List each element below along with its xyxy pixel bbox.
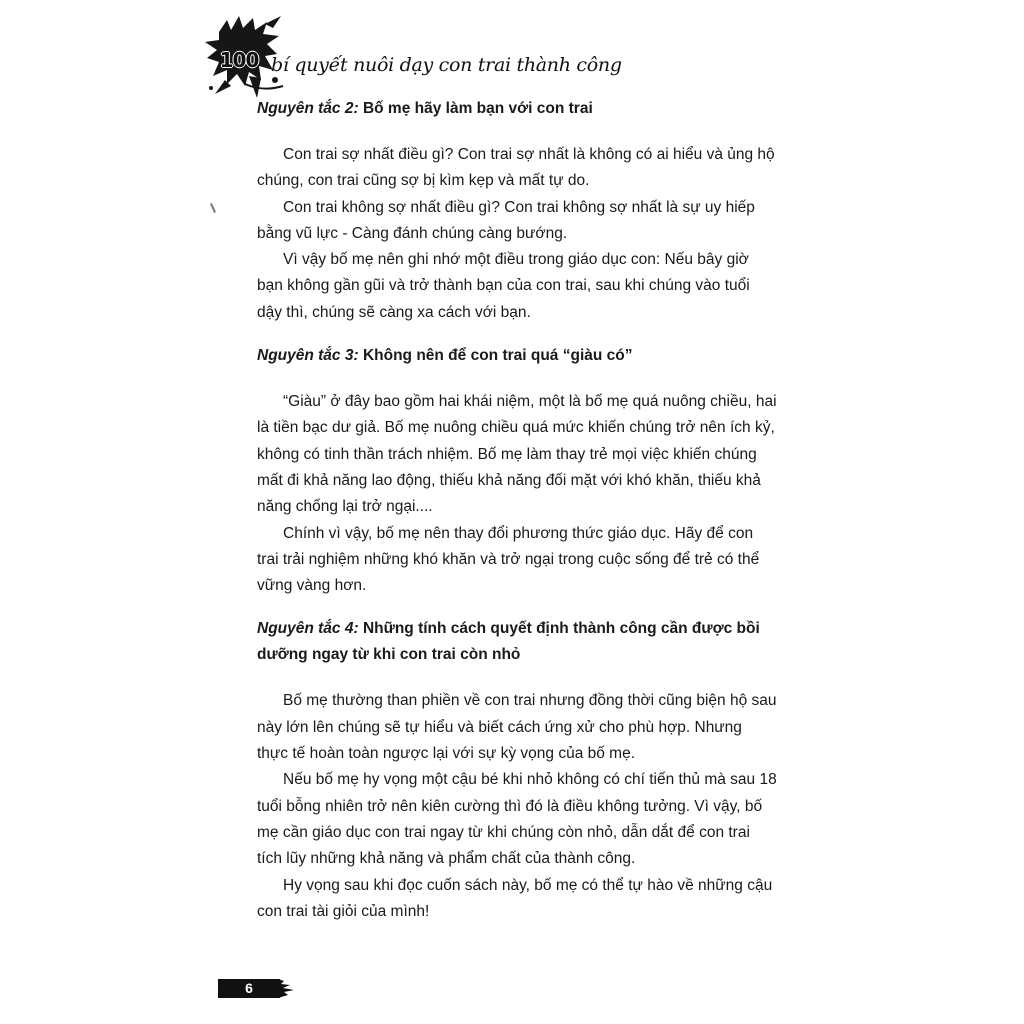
page-number: 6 bbox=[245, 980, 253, 996]
paragraph: “Giàu” ở đây bao gồm hai khái niệm, một là bố mẹ quá nuông chiều, hai là tiền bạc dư giả. Bố mẹ nuông chiều quá mức khiến chúng trở nên ích kỷ, không có tinh thần trách nhiệm. Bố mẹ làm thay trẻ mọi việc khiến chúng mất đi khả năng lao động, thiếu khả năng đối mặt với khó khăn, thiếu khả năng chống lại trở ngại.... bbox=[257, 393, 777, 516]
page-footer bbox=[218, 979, 296, 999]
heading-text: Những tính cách quyết định thành công cần được bồi dưỡng ngay từ khi con trai còn nhỏ bbox=[257, 620, 760, 664]
heading-text: Không nên để con trai quá “giàu có” bbox=[358, 347, 633, 365]
paragraph: Hy vọng sau khi đọc cuốn sách này, bố mẹ có thể tự hào về những cậu con trai tài giỏi của mình! bbox=[257, 876, 773, 920]
section-heading bbox=[257, 343, 777, 369]
paragraph: Con trai sợ nhất điều gì? Con trai sợ nhất là không có ai hiểu và ủng hộ chúng, con trai cũng sợ bị kìm kẹp và mất tự do. bbox=[257, 146, 775, 190]
heading-text: Bố mẹ hãy làm bạn với con trai bbox=[358, 100, 593, 117]
paragraph: Bố mẹ thường than phiền về con trai nhưng đồng thời cũng biện hộ sau này lớn lên chúng sẽ tự hiểu và biết cách ứng xử cho phù hợp. Nhưng thực tế hoàn toàn ngược lại với sự kỳ vọng của bố mẹ. bbox=[257, 692, 777, 763]
paragraph: Chính vì vậy, bố mẹ nên thay đổi phương thức giáo dục. Hãy để con trai trải nghiệm những khó khăn và trở ngại trong cuộc sống để trẻ có thể vững vàng hơn. bbox=[257, 524, 760, 595]
page-content bbox=[257, 96, 777, 925]
scan-mark bbox=[210, 203, 216, 213]
paragraph: Nếu bố mẹ hy vọng một cậu bé khi nhỏ không có chí tiến thủ mà sau 18 tuổi bỗng nhiên trở nên kiên cường thì đó là điều không tưởng. Vì vậy, bố mẹ cần giáo dục con trai ngay từ khi chúng còn nhỏ, dẫn dắt để con trai tích lũy những khả năng và phẩm chất của thành công. bbox=[257, 771, 777, 868]
section-heading bbox=[257, 96, 777, 122]
book-title: bí quyết nuôi dạy con trai thành công bbox=[271, 54, 622, 76]
heading-prefix: Nguyên tắc 2: bbox=[257, 100, 359, 117]
heading-prefix: Nguyên tắc 4: bbox=[257, 620, 359, 638]
paragraph: Con trai không sợ nhất điều gì? Con trai không sợ nhất là sự uy hiếp bằng vũ lực - Càng đánh chúng càng bướng. bbox=[257, 198, 755, 242]
header-badge-number: 100 bbox=[219, 48, 259, 72]
heading-prefix: Nguyên tắc 3: bbox=[257, 347, 359, 365]
paragraph: Vì vậy bố mẹ nên ghi nhớ một điều trong giáo dục con: Nếu bây giờ bạn không gần gũi và trở thành bạn của con trai, sau khi chúng vào tuổi dậy thì, chúng sẽ càng xa cách với bạn. bbox=[257, 251, 750, 321]
brush-stroke-icon bbox=[278, 979, 298, 998]
section-heading bbox=[257, 616, 777, 668]
running-header bbox=[205, 14, 622, 104]
